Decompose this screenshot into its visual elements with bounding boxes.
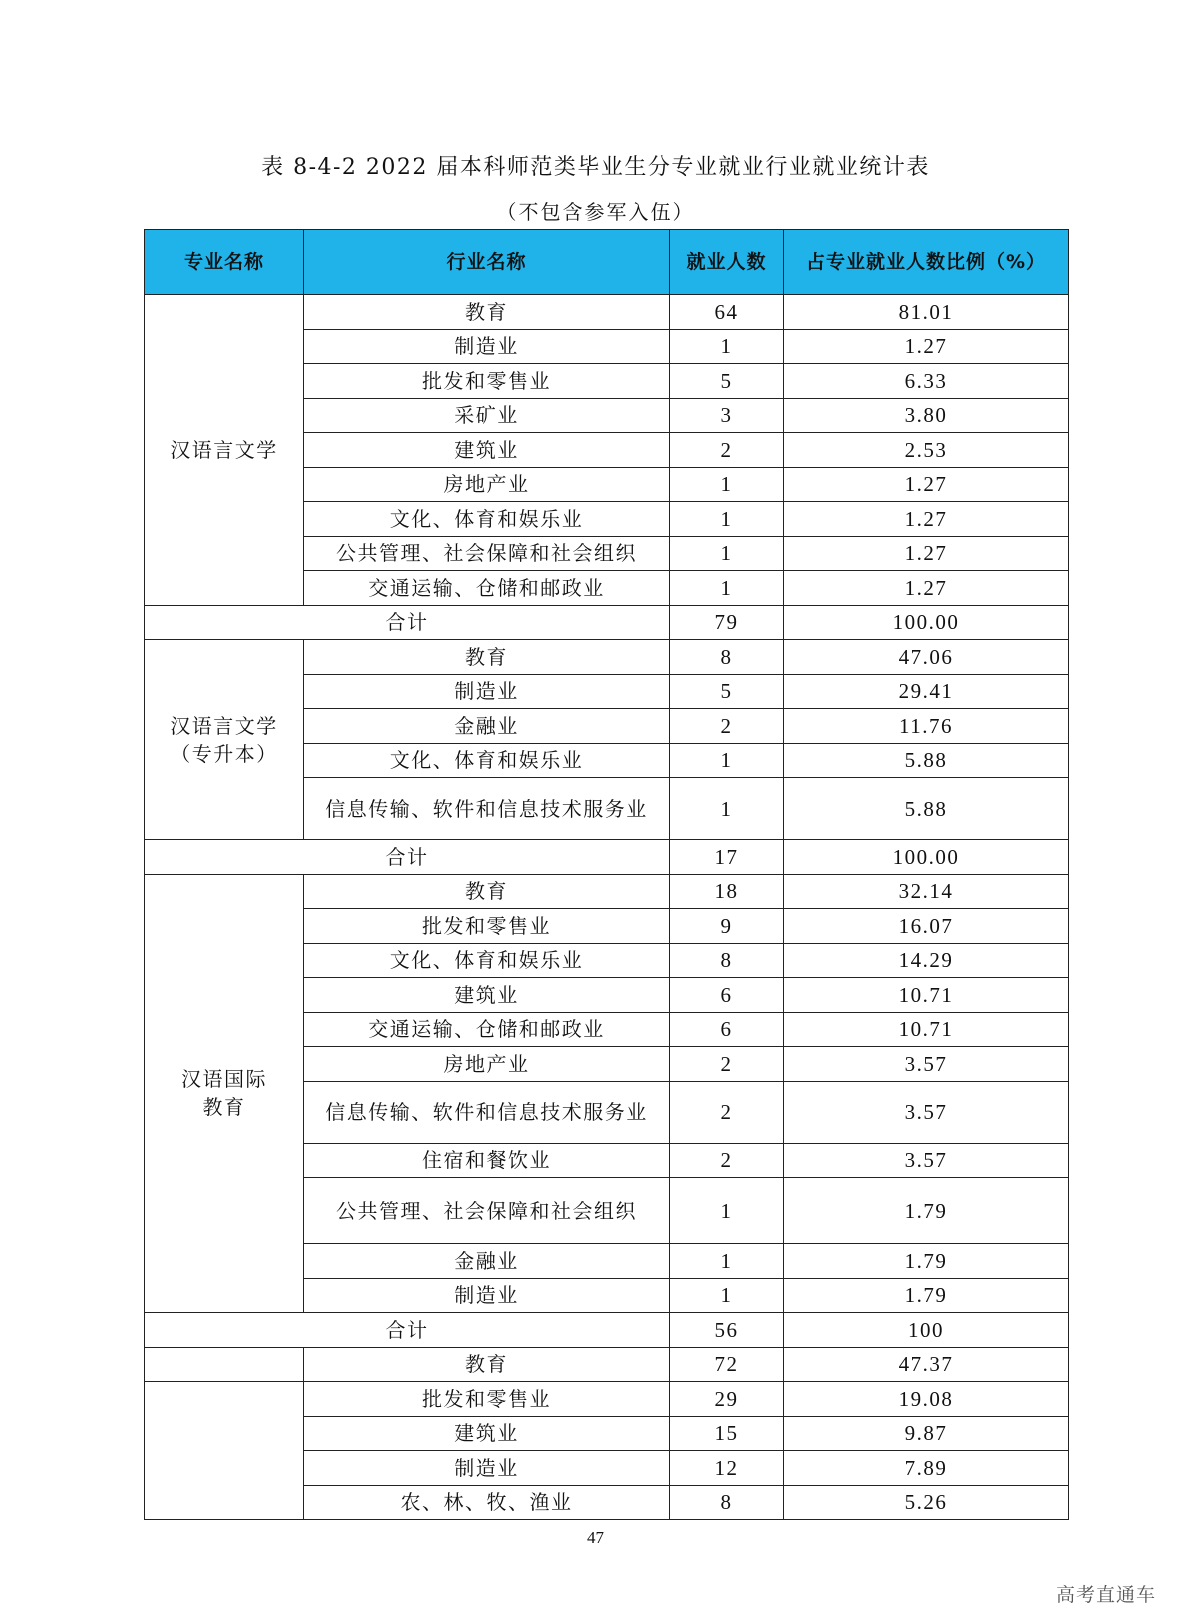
- ratio-cell: 3.57: [784, 1143, 1069, 1178]
- total-count: 79: [670, 605, 784, 640]
- table-row: [145, 1347, 1069, 1382]
- major-cell: [145, 874, 304, 1313]
- count-cell: 2: [670, 433, 784, 468]
- industry-cell: 批发和零售业: [304, 1382, 670, 1417]
- count-cell: 1: [670, 502, 784, 537]
- industry-cell: 金融业: [304, 709, 670, 744]
- ratio-cell: 1.27: [784, 329, 1069, 364]
- total-count: 17: [670, 840, 784, 875]
- header-row: [145, 230, 1069, 295]
- ratio-cell: 1.79: [784, 1244, 1069, 1279]
- total-label: 合计: [145, 605, 670, 640]
- ratio-cell: 3.80: [784, 398, 1069, 433]
- count-cell: 1: [670, 467, 784, 502]
- major-label: 汉语国际教育: [181, 1067, 267, 1120]
- total-ratio: 100.00: [784, 605, 1069, 640]
- count-cell: 6: [670, 1012, 784, 1047]
- count-cell: 72: [670, 1347, 784, 1382]
- ratio-cell: 1.27: [784, 536, 1069, 571]
- header-count: 就业人数: [670, 230, 784, 295]
- watermark: 高考直通车: [1055, 1584, 1156, 1606]
- ratio-cell: 5.88: [784, 743, 1069, 778]
- industry-cell: 公共管理、社会保障和社会组织: [304, 1178, 670, 1244]
- ratio-cell: 6.33: [784, 364, 1069, 399]
- industry-cell: 金融业: [304, 1244, 670, 1279]
- industry-cell: 文化、体育和娱乐业: [304, 743, 670, 778]
- ratio-cell: 81.01: [784, 295, 1069, 330]
- major-cell: 汉语言文学: [145, 295, 304, 606]
- count-cell: 8: [670, 943, 784, 978]
- count-cell: 5: [670, 674, 784, 709]
- count-cell: 3: [670, 398, 784, 433]
- count-cell: 1: [670, 536, 784, 571]
- ratio-cell: 3.57: [784, 1081, 1069, 1143]
- industry-cell: 建筑业: [304, 1416, 670, 1451]
- total-label: 合计: [145, 840, 670, 875]
- ratio-cell: 16.07: [784, 909, 1069, 944]
- industry-cell: 文化、体育和娱乐业: [304, 502, 670, 537]
- industry-cell: 教育: [304, 640, 670, 675]
- header-industry: 行业名称: [304, 230, 670, 295]
- major-cell: [145, 1347, 304, 1382]
- industry-cell: 制造业: [304, 329, 670, 364]
- industry-cell: 采矿业: [304, 398, 670, 433]
- count-cell: 2: [670, 1081, 784, 1143]
- total-row: [145, 605, 1069, 640]
- ratio-cell: 1.79: [784, 1278, 1069, 1313]
- page-number: 47: [587, 1528, 604, 1547]
- ratio-cell: 47.06: [784, 640, 1069, 675]
- industry-cell: 批发和零售业: [304, 364, 670, 399]
- count-cell: 15: [670, 1416, 784, 1451]
- header-ratio: 占专业就业人数比例（%）: [784, 230, 1069, 295]
- table-subtitle: （不包含参军入伍）: [496, 200, 695, 224]
- ratio-cell: 2.53: [784, 433, 1069, 468]
- industry-cell: 房地产业: [304, 1047, 670, 1082]
- industry-cell: 住宿和餐饮业: [304, 1143, 670, 1178]
- ratio-cell: 14.29: [784, 943, 1069, 978]
- count-cell: 6: [670, 978, 784, 1013]
- count-cell: 12: [670, 1451, 784, 1486]
- count-cell: 2: [670, 1047, 784, 1082]
- industry-cell: 批发和零售业: [304, 909, 670, 944]
- industry-cell: 农、林、牧、渔业: [304, 1485, 670, 1520]
- count-cell: 29: [670, 1382, 784, 1417]
- industry-cell: 信息传输、软件和信息技术服务业: [304, 778, 670, 840]
- industry-cell: 信息传输、软件和信息技术服务业: [304, 1081, 670, 1143]
- ratio-cell: 29.41: [784, 674, 1069, 709]
- count-cell: 1: [670, 743, 784, 778]
- ratio-cell: 1.27: [784, 467, 1069, 502]
- count-cell: 8: [670, 640, 784, 675]
- count-cell: 8: [670, 1485, 784, 1520]
- ratio-cell: 47.37: [784, 1347, 1069, 1382]
- industry-cell: 教育: [304, 295, 670, 330]
- industry-cell: 交通运输、仓储和邮政业: [304, 1012, 670, 1047]
- table-row: [145, 295, 1069, 330]
- count-cell: 18: [670, 874, 784, 909]
- count-cell: 2: [670, 1143, 784, 1178]
- industry-cell: 教育: [304, 874, 670, 909]
- count-cell: 1: [670, 778, 784, 840]
- total-row: [145, 840, 1069, 875]
- table-row: [145, 640, 1069, 675]
- industry-cell: 制造业: [304, 1278, 670, 1313]
- total-ratio: 100: [784, 1313, 1069, 1348]
- ratio-cell: 3.57: [784, 1047, 1069, 1082]
- count-cell: 1: [670, 329, 784, 364]
- count-cell: 1: [670, 1178, 784, 1244]
- count-cell: 1: [670, 1244, 784, 1279]
- industry-cell: 制造业: [304, 674, 670, 709]
- industry-cell: 制造业: [304, 1451, 670, 1486]
- industry-cell: 公共管理、社会保障和社会组织: [304, 536, 670, 571]
- table-title: 表 8-4-2 2022 届本科师范类毕业生分专业就业行业就业统计表: [261, 155, 930, 180]
- employment-table: [144, 229, 1069, 1520]
- ratio-cell: 19.08: [784, 1382, 1069, 1417]
- industry-cell: 交通运输、仓储和邮政业: [304, 571, 670, 606]
- ratio-cell: 10.71: [784, 978, 1069, 1013]
- major-label: 汉语言文学（专升本）: [170, 713, 278, 766]
- total-row: [145, 1313, 1069, 1348]
- industry-cell: 建筑业: [304, 433, 670, 468]
- ratio-cell: 7.89: [784, 1451, 1069, 1486]
- industry-cell: 房地产业: [304, 467, 670, 502]
- ratio-cell: 9.87: [784, 1416, 1069, 1451]
- total-label: 合计: [145, 1313, 670, 1348]
- major-cell: [145, 1382, 304, 1520]
- count-cell: 1: [670, 1278, 784, 1313]
- industry-cell: 建筑业: [304, 978, 670, 1013]
- table-row: [145, 874, 1069, 909]
- count-cell: 9: [670, 909, 784, 944]
- industry-cell: 文化、体育和娱乐业: [304, 943, 670, 978]
- ratio-cell: 11.76: [784, 709, 1069, 744]
- count-cell: 1: [670, 571, 784, 606]
- count-cell: 5: [670, 364, 784, 399]
- ratio-cell: 5.26: [784, 1485, 1069, 1520]
- total-count: 56: [670, 1313, 784, 1348]
- ratio-cell: 5.88: [784, 778, 1069, 840]
- table-row: [145, 1382, 1069, 1417]
- count-cell: 2: [670, 709, 784, 744]
- ratio-cell: 1.27: [784, 502, 1069, 537]
- ratio-cell: 1.79: [784, 1178, 1069, 1244]
- major-cell: [145, 640, 304, 840]
- industry-cell: 教育: [304, 1347, 670, 1382]
- ratio-cell: 10.71: [784, 1012, 1069, 1047]
- count-cell: 64: [670, 295, 784, 330]
- ratio-cell: 32.14: [784, 874, 1069, 909]
- total-ratio: 100.00: [784, 840, 1069, 875]
- header-major: 专业名称: [145, 230, 304, 295]
- ratio-cell: 1.27: [784, 571, 1069, 606]
